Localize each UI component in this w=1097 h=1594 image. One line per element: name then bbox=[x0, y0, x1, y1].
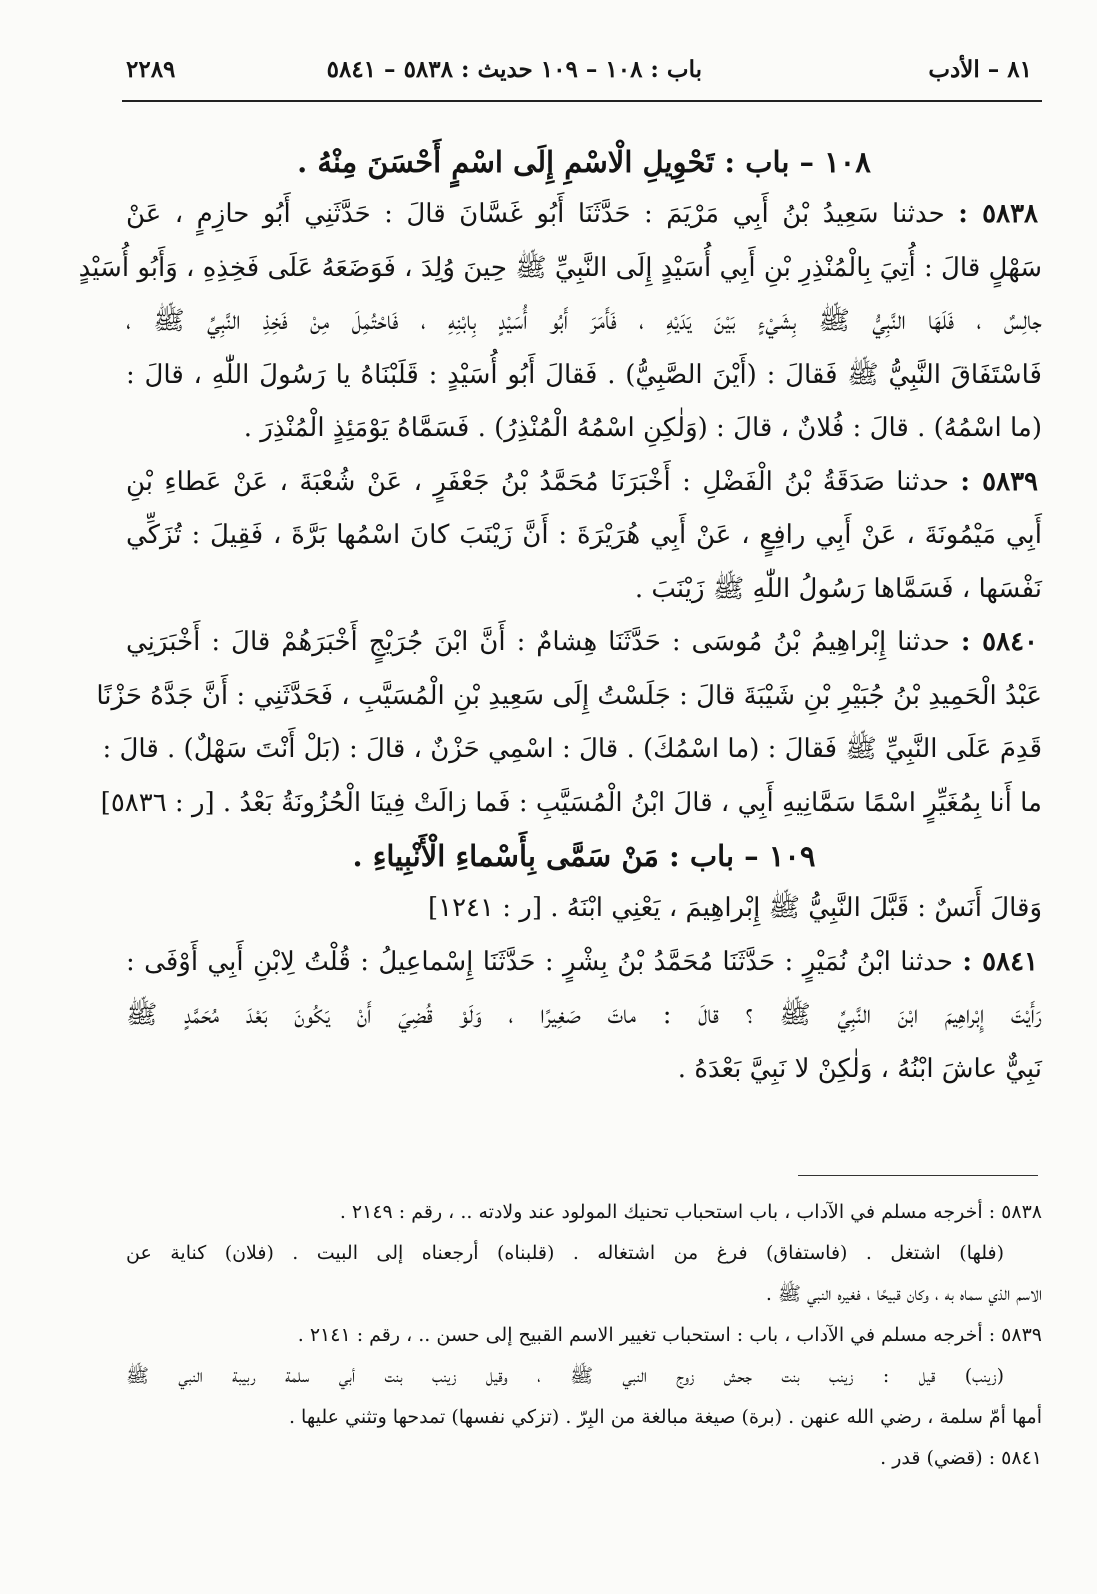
hadith-5840-line-1: ٥٨٤٠ : حدثنا إِبْراهِيمُ بْنُ مُوسَى : حَدَّثَنَا هِشامٌ : أَنَّ ابْنَ جُرَيْجٍ أَخْبَرَهُمْ قالَ : أَخْبَرَنِي bbox=[126, 627, 1039, 657]
hadith-5838-line-5: (ما اسْمُهُ) . قالَ : فُلانٌ ، قالَ : (وَلٰكِنِ اسْمُهُ الْمُنْذِرُ) . فَسَمَّاهُ يَوْمَئِذٍ الْمُنْذِرَ . bbox=[243, 413, 1042, 443]
footnote-5839-source: ٥٨٣٩ : أخرجه مسلم في الآداب ، باب : استحباب تغيير الاسم القبيح إلى حسن .. ، رقم : ٢١٤١ . bbox=[297, 1324, 1042, 1346]
chapter-heading-108: ١٠٨ – باب : تَحْوِيلِ الْاسْمِ إِلَى اسْمٍ أَحْسَنَ مِنْهُ . bbox=[297, 145, 871, 179]
footnote-5838-gloss-2: الاسم الذي سماه به ، وكان قبيحًا ، فغيره النبي ﷺ . bbox=[765, 1283, 1042, 1305]
hadith-5841-line-1: ٥٨٤١ : حدثنا ابْنُ نُمَيْرٍ : حَدَّثَنَا مُحَمَّدُ بْنُ بِشْرٍ : حَدَّثَنَا إِسْماعِيلُ : قُلْتُ لِابْنِ أَبِي أَوْفَى : bbox=[126, 946, 1039, 977]
hadith-number-5838: ٥٨٣٨ : bbox=[958, 199, 1038, 229]
hadith-5839-line-1: ٥٨٣٩ : حدثنا صَدَقَةُ بْنُ الْفَضْلِ : أَخْبَرَنَا مُحَمَّدُ بْنُ جَعْفَرٍ ، عَنْ شُعْبَةَ ، عَنْ عَطاءِ بْنِ bbox=[126, 466, 1038, 497]
chapter-heading-109: ١٠٩ – باب : مَنْ سَمَّى بِأَسْماءِ الْأَنْبِياءِ . bbox=[352, 839, 816, 873]
hadith-5840-line-2: عَبْدُ الْحَمِيدِ بْنُ جُبَيْرِ بْنِ شَيْبَةَ قالَ : جَلَسْتُ إِلَى سَعِيدِ بْنِ الْمُسَيَّبِ ، فَحَدَّثَنِي : أَنَّ جَدَّهُ حَزْنًا bbox=[96, 680, 1042, 711]
hadith-5838-line-1: ٥٨٣٨ : حدثنا سَعِيدُ بْنُ أَبِي مَرْيَمَ : حَدَّثَنَا أَبُو غَسَّانَ قالَ : حَدَّثَنِي أَبُو حازِمٍ ، عَنْ bbox=[126, 199, 1038, 229]
chapter-hadith-range: باب : ١٠٨ – ١٠٩ حديث : ٥٨٣٨ – ٥٨٤١ bbox=[326, 56, 702, 83]
footnotes bbox=[126, 1192, 1042, 1479]
hadith-5840-line-4: ما أَنا بِمُغَيِّرٍ اسْمًا سَمَّانِيهِ أَبِي ، قالَ ابْنُ الْمُسَيَّبِ : فَما زالَتْ فِينَا الْحُزُونَةُ بَعْدُ . [ر : ٥٨٣٦] bbox=[100, 787, 1042, 818]
hadith-5839-line-2: أَبِي مَيْمُونَةَ ، عَنْ أَبِي رافِعٍ ، عَنْ أَبِي هُرَيْرَةَ : أَنَّ زَيْنَبَ كانَ اسْمُها بَرَّةَ ، فَقِيلَ : تُزَكِّي bbox=[126, 520, 1042, 550]
hadith-number-5840: ٥٨٤٠ : bbox=[960, 627, 1039, 657]
hadith-5841-line-3: نَبِيٌّ عاشَ ابْنُهُ ، وَلٰكِنْ لا نَبِيَّ بَعْدَهُ . bbox=[677, 1053, 1042, 1084]
footnote-5838-gloss-1: (فلها) اشتغل . (فاستفاق) فرغ من اشتغاله . (قلبناه) أرجعناه إلى البيت . (فلان) كناية عن bbox=[126, 1242, 1004, 1264]
header-rule bbox=[122, 100, 1042, 102]
hadith-5838-line-4: فَاسْتَفَاقَ النَّبِيُّ ﷺ فَقالَ : (أَيْنَ الصَّبِيُّ) . فَقالَ أَبُو أُسَيْدٍ : قَلَبْنَاهُ يا رَسُولَ اللّٰهِ ، قالَ : bbox=[126, 359, 1042, 390]
hadith-number-5841: ٥٨٤١ : bbox=[962, 946, 1039, 977]
page-number: ٢٢٨٩ bbox=[126, 56, 176, 83]
anas-narration: وَقالَ أَنَسٌ : قَبَّلَ النَّبِيُّ ﷺ إِبْراهِيمَ ، يَعْنِي ابْنَهُ . [ر : ١٢٤١] bbox=[427, 893, 1042, 923]
footnote-5839-gloss-2: أمها أمّ سلمة ، رضي الله عنهن . (برة) صيغة مبالغة من البِرّ . (تزكي نفسها) تمدحها وتثني عليها . bbox=[288, 1406, 1042, 1428]
hadith-number-5839: ٥٨٣٩ : bbox=[960, 466, 1038, 497]
footnote-5838-source: ٥٨٣٨ : أخرجه مسلم في الآداب ، باب استحباب تحنيك المولود عند ولادته .. ، رقم : ٢١٤٩ . bbox=[339, 1201, 1042, 1223]
hadith-5839-line-3: نَفْسَها ، فَسَمَّاها رَسُولُ اللّٰهِ ﷺ زَيْنَبَ . bbox=[634, 573, 1042, 604]
main-text bbox=[78, 136, 1042, 1096]
footnote-5841: ٥٨٤١ : (قضي) قدر . bbox=[880, 1447, 1042, 1469]
footnote-separator bbox=[798, 1175, 1038, 1176]
footnote-5839-gloss-1: (زينب) قيل : زينب بنت جحش زوج النبي ﷺ ، وقيل زينب بنت أبي سلمة ربيبة النبي ﷺ bbox=[126, 1365, 1004, 1387]
book-title: ٨١ – الأدب bbox=[928, 56, 1032, 83]
hadith-5838-line-2: سَهْلٍ قالَ : أُتِيَ بِالْمُنْذِرِ بْنِ أَبِي أُسَيْدٍ إِلَى النَّبِيِّ ﷺ حِينَ وُلِدَ ، فَوَضَعَهُ عَلَى فَخِذِهِ ، وَأَبُو أُسَيْدٍ bbox=[78, 252, 1042, 283]
hadith-5838-line-3: جالِسٌ ، فَلَهَا النَّبِيُّ ﷺ بِشَيْءٍ بَيْنَ يَدَيْهِ ، فَأَمَرَ أَبُو أُسَيْدٍ بِابْنِهِ ، فَاحْتُمِلَ مِنْ فَخِذِ النَّبِيِّ ﷺ ، bbox=[126, 306, 1042, 336]
running-header bbox=[122, 52, 1042, 96]
hadith-5840-line-3: قَدِمَ عَلَى النَّبِيِّ ﷺ فَقالَ : (ما اسْمُكَ) . قالَ : اسْمِي حَزْنٌ ، قالَ : (بَلْ أَنْتَ سَهْلٌ) . قالَ : bbox=[102, 734, 1042, 764]
hadith-5841-line-2: رَأَيْتَ إِبْراهِيمَ ابْنَ النَّبِيِّ ﷺ ؟ قالَ : ماتَ صَغِيرًا ، وَلَوْ قُضِيَ أَنْ يَكُونَ بَعْدَ مُحَمَّدٍ ﷺ bbox=[126, 1000, 1042, 1030]
